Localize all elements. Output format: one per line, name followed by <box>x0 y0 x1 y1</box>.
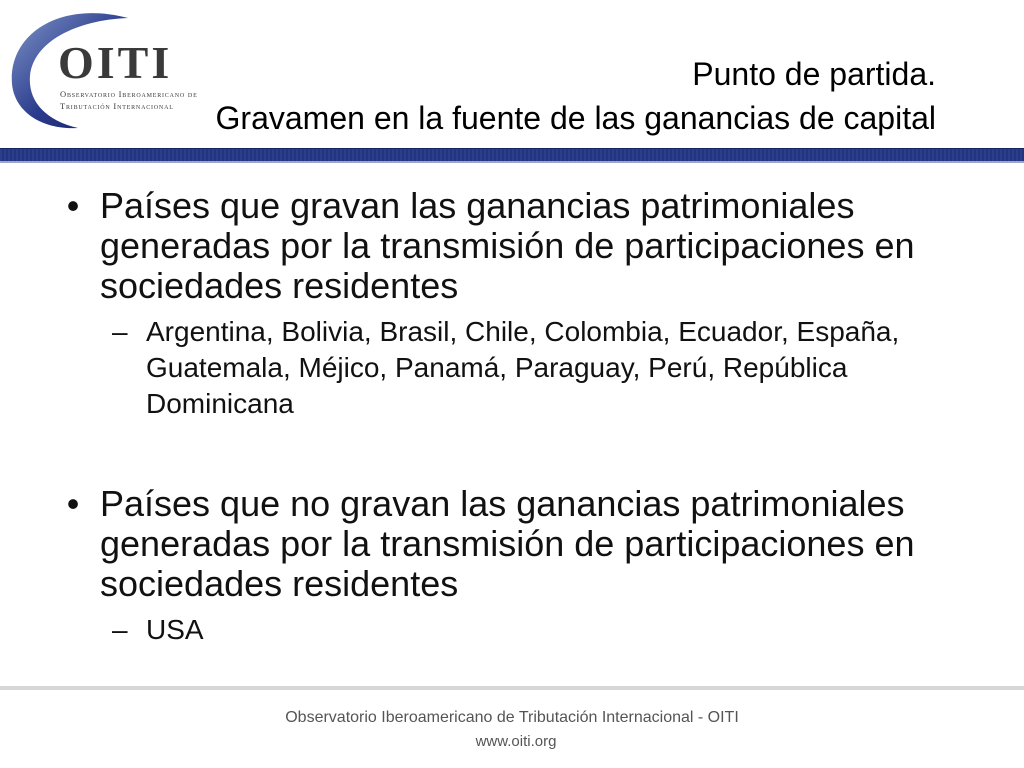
bullet-text: Países que no gravan las ganancias patrimoniales generadas por la transmisión de participaciones en sociedades residentes <box>100 483 915 604</box>
footer-divider <box>0 686 1024 690</box>
title-divider <box>0 148 1024 163</box>
sub-bullet-text: USA <box>146 614 204 645</box>
bullet-icon: • <box>66 185 80 226</box>
bullet-text: Países que gravan las ganancias patrimoniales generadas por la transmisión de participaciones en sociedades residentes <box>100 185 915 306</box>
oiti-logo <box>0 4 240 132</box>
footer <box>0 706 1024 754</box>
title-line-2: Gravamen en la fuente de las ganancias de capital <box>215 100 936 136</box>
dash-icon: – <box>112 316 128 347</box>
title-line-1: Punto de partida. <box>692 56 936 92</box>
bullet-item <box>66 483 980 604</box>
bullet-icon: • <box>66 483 80 524</box>
footer-url[interactable]: www.oiti.org <box>475 733 557 750</box>
sub-bullet-text: Argentina, Bolivia, Brasil, Chile, Colombia, Ecuador, España, Guatemala, Méjico, Panamá, Paraguay, Perú, República Dominicana <box>146 316 900 419</box>
slide-title <box>216 52 936 140</box>
logo-subtitle-line1: Observatorio Iberoamericano de <box>60 89 198 99</box>
logo-name: OITI <box>58 37 173 88</box>
dash-icon: – <box>112 614 128 645</box>
logo-subtitle-line2: Tributación Internacional <box>60 101 174 111</box>
footer-org: Observatorio Iberoamericano de Tributación Internacional - OITI <box>285 709 739 726</box>
bullet-item <box>66 185 980 306</box>
sub-bullet-item <box>112 314 966 422</box>
sub-bullet-item <box>112 612 966 648</box>
